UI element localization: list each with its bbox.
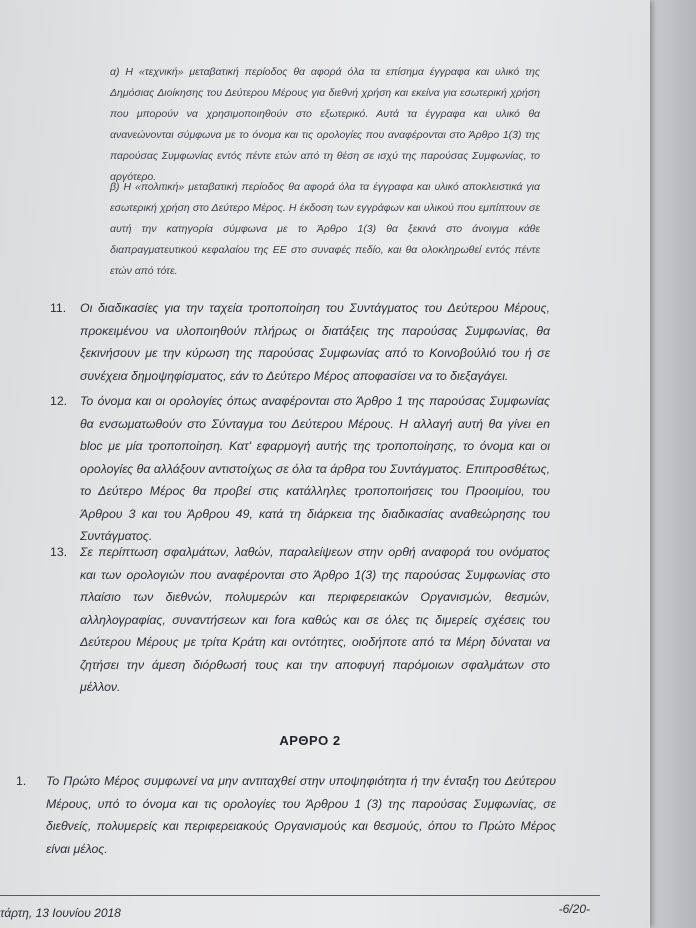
footer-divider bbox=[0, 895, 600, 896]
subparagraph-b: β) Η «πολιτική» μεταβατική περίοδος θα αφορά όλα τα έγγραφα και υλικό αποκλειστικά για εσωτερική χρήση στο Δεύτερο Μέρος. Η έκδοση των εγγράφων και υλικού που εμπίπτουν σε αυτή την κατηγορία σύμφωνα με το Άρθρο 1(3) θα ξεκινά στο άνοιγμα κάθε διαπραγματευτικού κεφαλαίου της ΕΕ στο συναφές πεδίο, και θα ολοκληρωθεί εντός πέντε ετών από τότε. bbox=[110, 181, 540, 277]
paragraph-number: 13. bbox=[50, 545, 68, 559]
subparagraph-a: α) Η «τεχνική» μεταβατική περίοδος θα αφορά όλα τα επίσημα έγγραφα και υλικό της Δημόσιας Διοίκησης του Δεύτερου Μέρους για διεθνή χρήση και εκείνα για εσωτερική χρήση που μπορούν να χρησιμοποιηθούν στο εξωτερικό. Αυτά τα έγγραφα και υλικό θα ανανεώνονται σύμφωνα με το όνομα και τις ορολογίες που αναφέρονται στο Άρθρο 1(3) της παρούσας Συμφωνίας εντός πέντε ετών από τη θέση σε ισχύ της παρούσας Συμφωνίας, το αργότερο. bbox=[110, 66, 540, 183]
paragraph-number: 11. bbox=[50, 301, 67, 315]
paragraph-text: Οι διαδικασίες για την ταχεία τροποποίηση του Συντάγματος του Δεύτερου Μέρους, προκειμένου να υλοποιηθούν πλήρως οι διατάξεις της παρούσας Συμφωνίας, θα ξεκινήσουν με την κύρωση της παρούσας Συμφωνίας από το Κοινοβούλιό του ή σε συνέχεια δημοψηφίσματος, εάν το Δεύτερο Μέρος αποφασίσει να το διεξαγάγει. bbox=[80, 301, 550, 383]
footer-date: τάρτη, 13 Ιουνίου 2018 bbox=[0, 906, 121, 920]
paragraph-text: Το Πρώτο Μέρος συμφωνεί να μην αντιταχθεί στην υποψηφιότητα ή την ένταξη του Δεύτερου Μέρους, υπό το όνομα και τις ορολογίες του Άρθρου 1 (3) της παρούσας Συμφωνίας, σε διεθνείς, πολυμερείς και περιφερειακούς Οργανισμούς και θεσμούς, όπου το Πρώτο Μέρος είναι μέλος. bbox=[46, 774, 556, 856]
article-heading: ΑΡΘΡΟ 2 bbox=[279, 733, 341, 748]
page-number: -6/20- bbox=[558, 902, 590, 916]
paragraph-11 bbox=[50, 297, 550, 387]
paragraph-number: 12. bbox=[50, 394, 68, 408]
paragraph-text: Το όνομα και οι ορολογίες όπως αναφέρονται στο Άρθρο 1 της παρούσας Συμφωνίας θα ενσωματωθούν στο Σύνταγμα του Δεύτερου Μέρους. Η αλλαγή αυτή θα γίνει en bloc με μία τροποποίηση. Κατ' εφαρμογή αυτής της τροποποίησης, το όνομα και οι ορολογίες θα αλλάξουν αντιστοίχως σε όλα τα άρθρα του Συντάγματος. Επιπροσθέτως, το Δεύτερο Μέρος θα προβεί στις κατάλληλες τροποποιήσεις του Προοιμίου, του Άρθρου 3 και του Άρθρου 49, κατά τη διάρκεια της διαδικασίας αναθεώρησης του Συντάγματος. bbox=[80, 394, 550, 543]
paragraph-number: 1. bbox=[16, 774, 27, 788]
document-body bbox=[16, 0, 590, 928]
paragraph-13 bbox=[50, 541, 550, 699]
paragraph-12 bbox=[50, 390, 550, 548]
article2-paragraph-1 bbox=[16, 770, 556, 860]
paragraph-text: Σε περίπτωση σφαλμάτων, λαθών, παραλείψεων στην ορθή αναφορά του ονόματος και των ορολογιών που αναφέρονται στο Άρθρο 1(3) της παρούσας Συμφωνίας στο πλαίσιο των διεθνών, πολυμερών και περιφερειακών Οργανισμών, θεσμών, αλληλογραφίας, συναντήσεων και fora καθώς και σε όλες τις διμερείς σχέσεις του Δεύτερου Μέρους με τρίτα Κράτη και οντότητες, οιοδήποτε από τα Μέρη δύναται να ζητήσει την άμεση διόρθωσή τους και την αποφυγή παρόμοιων σφαλμάτων στο μέλλον. bbox=[80, 545, 550, 694]
